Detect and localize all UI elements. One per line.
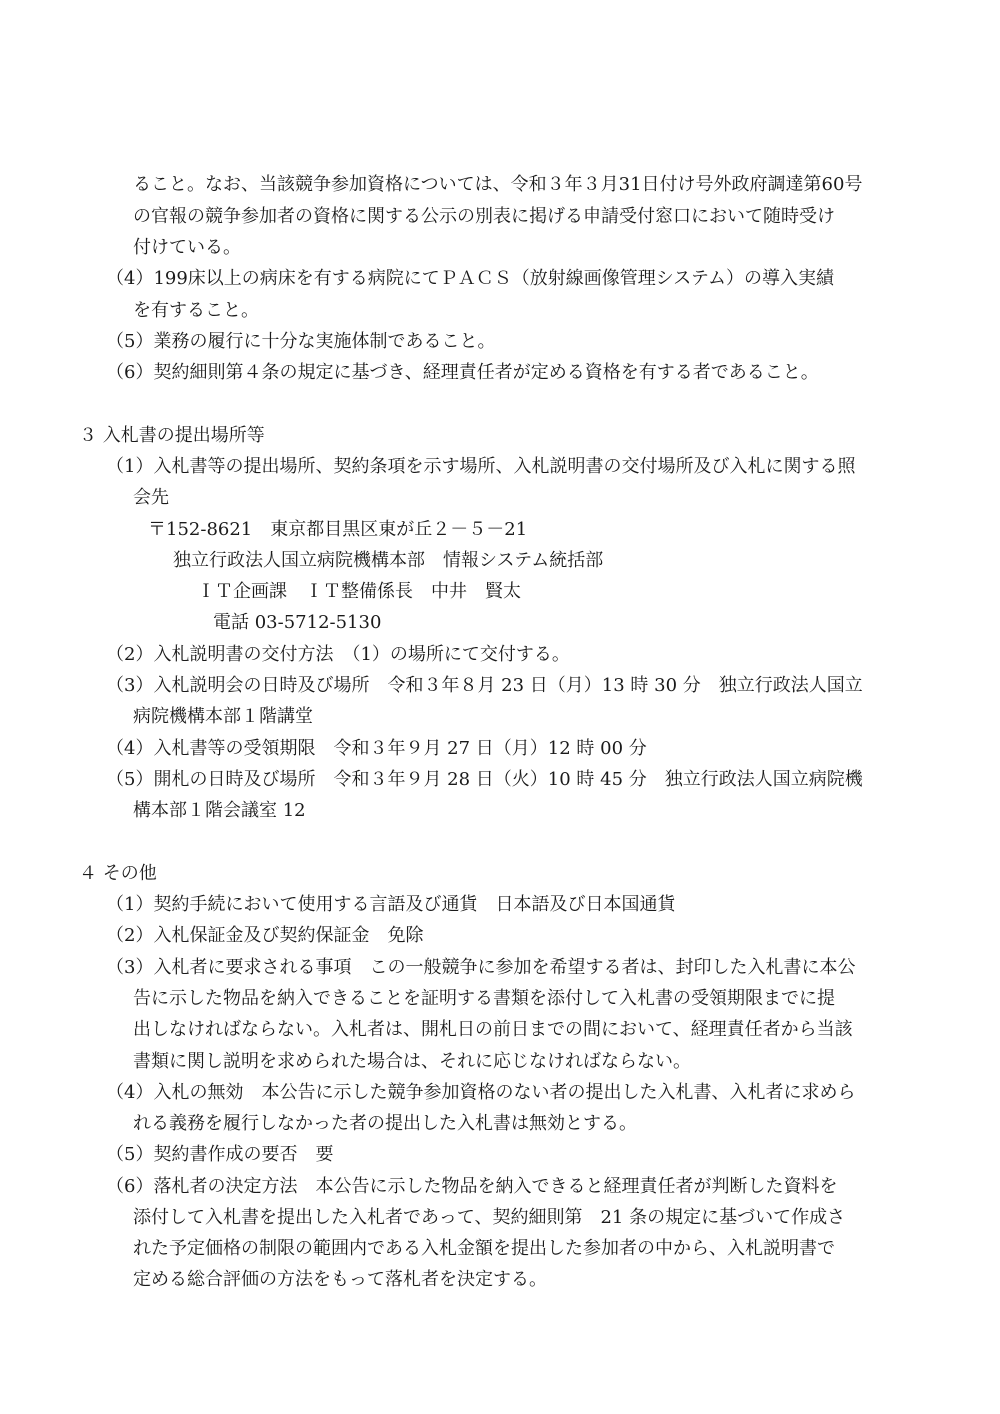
- s3-item1-line-2: 会先: [133, 487, 169, 508]
- s4-item6-line-3: れた予定価格の制限の範囲内である入札金額を提出した参加者の中から、入札説明書で: [133, 1238, 835, 1259]
- s3-item5-line-1: （5）開札の日時及び場所 令和３年９月 28 日（火）10 時 45 分 独立行政法人国立病院機: [106, 769, 863, 790]
- s3-item3-line-1: （3）入札説明会の日時及び場所 令和３年８月 23 日（月）13 時 30 分 独立行政法人国立: [106, 675, 863, 696]
- s3-item2: （2）入札説明書の交付方法 （1）の場所にて交付する。: [106, 644, 570, 665]
- s3-item4: （4）入札書等の受領期限 令和３年９月 27 日（月）12 時 00 分: [106, 738, 647, 759]
- section3-heading: ３ 入札書の提出場所等: [79, 425, 265, 446]
- s4-item6-line-4: 定める総合評価の方法をもって落札者を決定する。: [133, 1269, 547, 1290]
- address-postal: 〒152-8621 東京都目黒区東が丘２－５－21: [148, 519, 528, 540]
- s4-item4-line-2: れる義務を履行しなかった者の提出した入札書は無効とする。: [133, 1113, 637, 1134]
- s4-item3-line-1: （3）入札者に要求される事項 この一般競争に参加を希望する者は、封印した入札書に本公: [106, 957, 856, 978]
- section4-heading: ４ その他: [79, 863, 157, 884]
- s4-item3-line-4: 書類に関し説明を求められた場合は、それに応じなければならない。: [133, 1051, 691, 1072]
- address-person: ＩＴ企画課 ＩＴ整備係長 中井 賢太: [197, 581, 521, 602]
- s4-item5: （5）契約書作成の要否 要: [106, 1144, 334, 1165]
- s3-item5-line-2: 構本部１階会議室 12: [133, 800, 306, 821]
- s4-item3-line-2: 告に示した物品を納入できることを証明する書類を添付して入札書の受領期限までに提: [133, 988, 835, 1009]
- continuation-line-1: ること。なお、当該競争参加資格については、令和３年３月31日付け号外政府調達第60号: [133, 174, 863, 195]
- s4-item2: （2）入札保証金及び契約保証金 免除: [106, 925, 424, 946]
- s3-item3-line-2: 病院機構本部１階講堂: [133, 706, 313, 727]
- s4-item4-line-1: （4）入札の無効 本公告に示した競争参加資格のない者の提出した入札書、入札者に求めら: [106, 1082, 856, 1103]
- s3-item1-line-1: （1）入札書等の提出場所、契約条項を示す場所、入札説明書の交付場所及び入札に関する照: [106, 456, 856, 477]
- s4-item1: （1）契約手続において使用する言語及び通貨 日本語及び日本国通貨: [106, 894, 676, 915]
- address-phone: 電話 03-5712-5130: [213, 612, 382, 633]
- s4-item3-line-3: 出しなければならない。入札者は、開札日の前日までの間において、経理責任者から当該: [133, 1019, 853, 1040]
- s2-item5: （5）業務の履行に十分な実施体制であること。: [106, 331, 496, 352]
- s2-item6: （6）契約細則第４条の規定に基づき、経理責任者が定める資格を有する者であること。: [106, 362, 819, 383]
- s2-item4-line-2: を有すること。: [133, 300, 259, 321]
- address-org: 独立行政法人国立病院機構本部 情報システム統括部: [173, 550, 604, 571]
- continuation-line-3: 付けている。: [133, 237, 241, 258]
- s4-item6-line-2: 添付して入札書を提出した入札者であって、契約細則第 21 条の規定に基づいて作成さ: [133, 1207, 846, 1228]
- s4-item6-line-1: （6）落札者の決定方法 本公告に示した物品を納入できると経理責任者が判断した資料を: [106, 1176, 838, 1197]
- continuation-line-2: の官報の競争参加者の資格に関する公示の別表に掲げる申請受付窓口において随時受け: [133, 206, 835, 227]
- s2-item4-line-1: （4）199床以上の病床を有する病院にてＰＡＣＳ（放射線画像管理システム）の導入実績: [106, 268, 835, 289]
